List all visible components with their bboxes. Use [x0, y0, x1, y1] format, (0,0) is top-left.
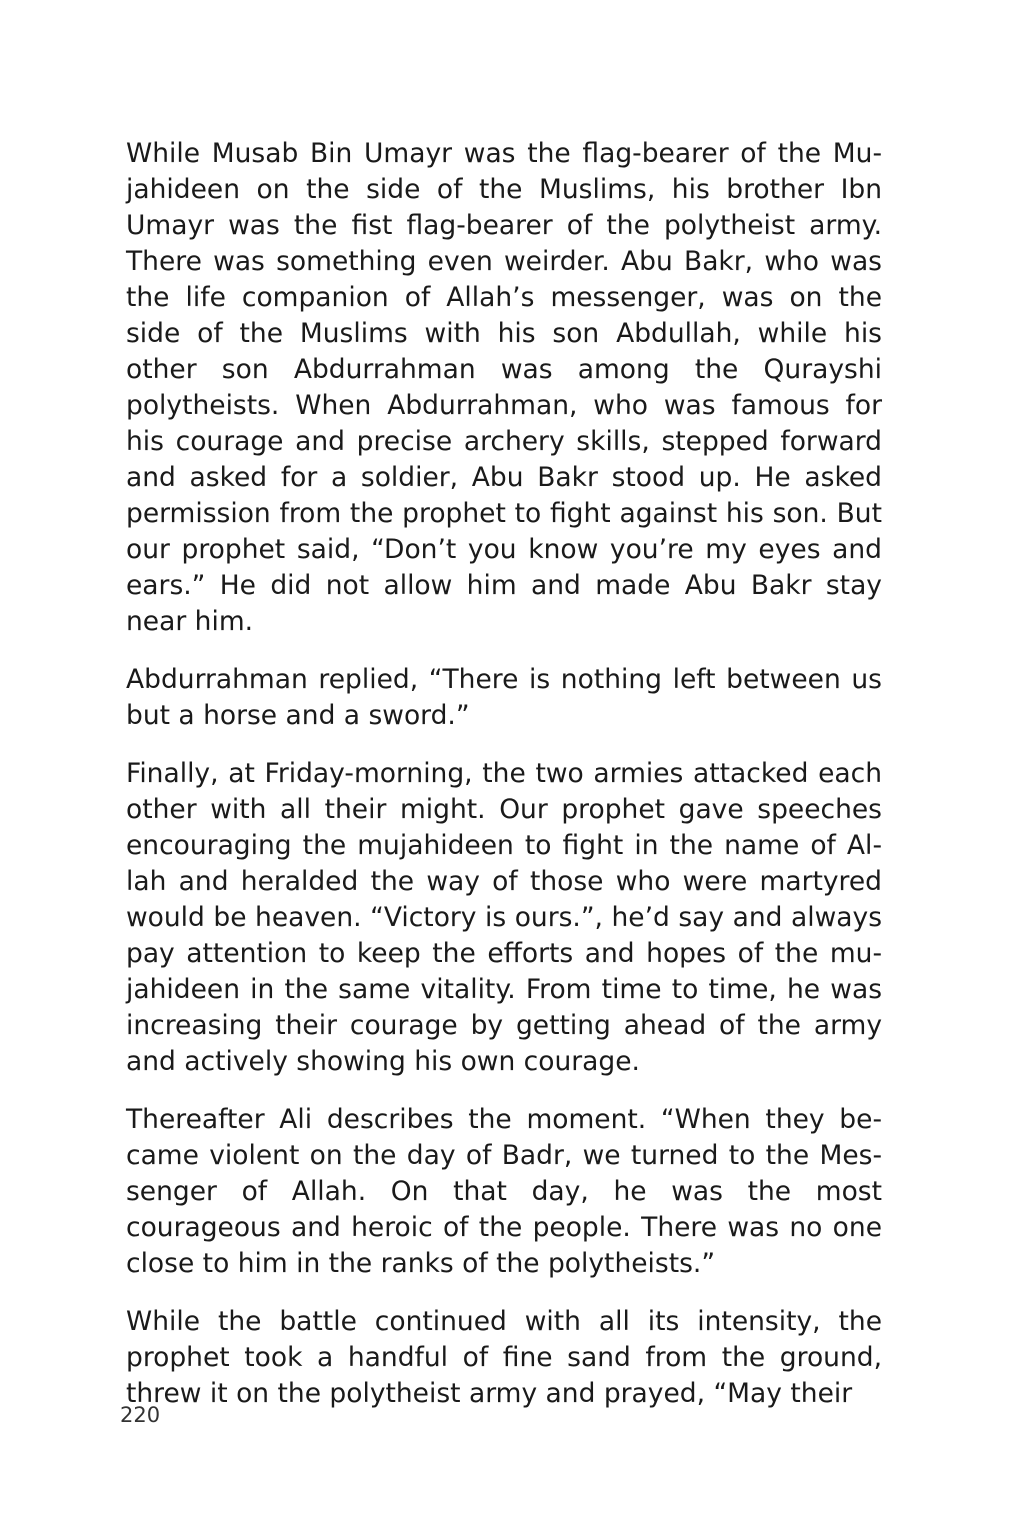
paragraph-5: While the battle continued with all its intensity, the prophet took a handful of fine sand from the ground, threw it on the polytheist army and prayed, “May their [126, 1306, 882, 1409]
paragraph-1: While Musab Bin Umayr was the flag-bearer of the Mujahideen on the side of the Muslims, his brother Ibn Umayr was the fist flag-bearer of the polytheist army. There was something even weirder. Abu Bakr, who was the life companion of Allah’s messenger, was on the side of the Muslims with his son Abdullah, while his other son Abdurrahman was among the Qurayshi polytheists. When Abdurrahman, who was famous for his courage and precise archery skills, stepped forward and asked for a soldier, Abu Bakr stood up. He asked permission from the prophet to fight against his son. But our prophet said, “Don’t you know you’re my eyes and ears.” He did not allow him and made Abu Bakr stay near him. [126, 138, 882, 637]
paragraph-2: Abdurrahman replied, “There is nothing left between us but a horse and a sword.” [126, 664, 882, 731]
page-number: 220 [120, 1403, 161, 1427]
body-text [126, 136, 882, 1434]
paragraph-3: Finally, at Friday-morning, the two armies attacked each other with all their might. Our prophet gave speeches encouraging the mujahideen to fight in the name of Allah and heralded the way of those who were martyred would be heaven. “Victory is ours.”, he’d say and always pay attention to keep the efforts and hopes of the mujahideen in the same vitality. From time to time, he was increasing their courage by getting ahead of the army and actively showing his own courage. [126, 758, 882, 1077]
paragraph-4: Thereafter Ali describes the moment. “When they became violent on the day of Badr, we turned to the Messenger of Allah. On that day, he was the most courageous and heroic of the people. There was no one close to him in the ranks of the polytheists.” [126, 1104, 882, 1279]
